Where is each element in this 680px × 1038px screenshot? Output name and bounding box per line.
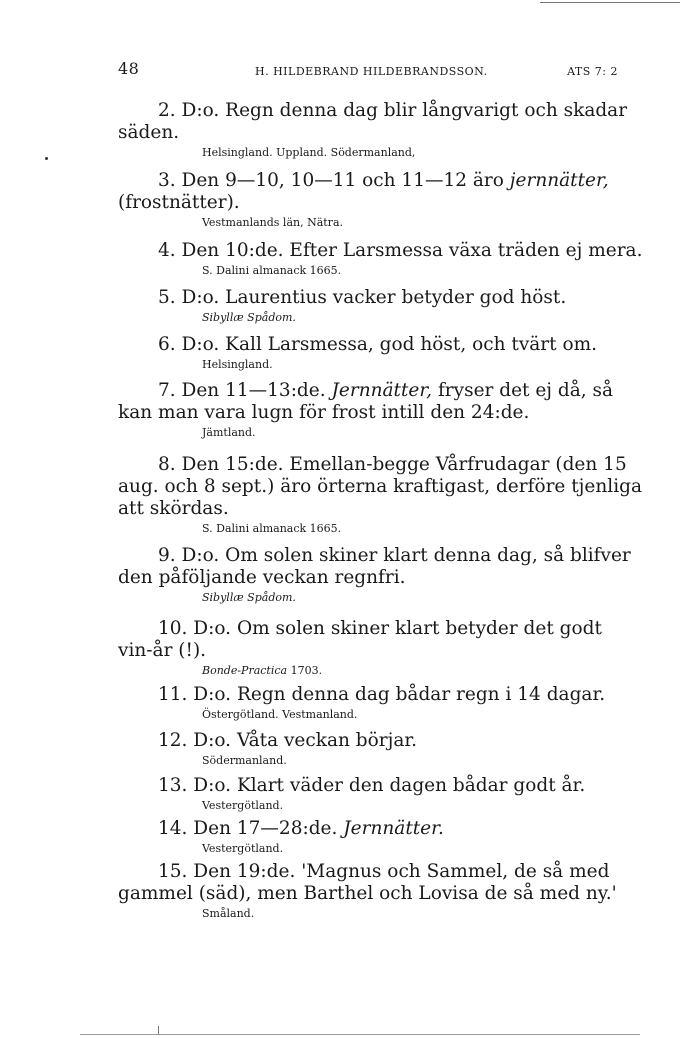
entry-text: 15. Den 19:de. 'Magnus och Sammel, de så med [158,861,610,882]
entry-source: Jämtland. [202,426,256,439]
entry-text [118,380,620,402]
entry-source: Vestergötland. [202,799,284,812]
entry-5 [118,287,620,327]
entry-10 [118,618,620,680]
entry-text: den påföljande veckan regnfri. [118,567,406,588]
entry-source: Sibyllæ Spådom. [202,311,296,324]
entry-text: 5. D:o. Laurentius vacker betyder god höst. [158,287,567,308]
entry-text: 6. D:o. Kall Larsmessa, god höst, och tvärt om. [158,334,598,355]
entry-11 [118,684,620,724]
scan-mark [158,1026,159,1034]
entry-source [118,662,620,680]
entry-source: Helsingland. Uppland. Södermanland, [202,146,416,159]
entry-text: (frostnätter). [118,192,240,213]
entry-source: Småland. [202,907,255,920]
entry-text-italic: Jernnätter. [343,818,444,839]
entry-source-part: 1703. [287,664,323,677]
entry-text: aug. och 8 sept.) äro örterna kraftigast, derföre tjenliga [118,476,642,497]
entry-text: säden. [118,122,180,143]
entry-text-italic: Jernnätter, [331,380,433,401]
entry-text [118,170,620,192]
entry-text-italic: jernnätter, [509,170,609,191]
entry-source: S. Dalini almanack 1665. [202,522,342,535]
scan-edge-line [80,1034,640,1035]
entry-text: vin-år (!). [118,640,207,661]
running-header [118,59,618,83]
entry-source: S. Dalini almanack 1665. [202,264,342,277]
entry-source-italic: Bonde-Practica [202,664,288,677]
margin-mark [45,157,48,160]
entry-text: 4. Den 10:de. Efter Larsmessa växa träden ej mera. [158,240,643,261]
entry-text: 12. D:o. Våta veckan börjar. [158,730,418,751]
header-title: H. HILDEBRAND HILDEBRANDSSON. [255,65,488,78]
entry-source: Östergötland. Vestmanland. [202,708,358,721]
entry-text: 8. Den 15:de. Emellan-begge Vårfrudagar (den 15 [158,454,627,475]
entry-3 [118,170,620,232]
entry-text: 10. D:o. Om solen skiner klart betyder det godt [158,618,602,639]
entry-source: Sibyllæ Spådom. [202,591,296,604]
entry-text-part: fryser det ej då, så [432,380,614,401]
entry-source: Vestergötland. [202,842,284,855]
entry-8 [118,454,642,538]
entry-source: Södermanland. [202,754,287,767]
entry-source: Vestmanlands län, Nätra. [202,216,343,229]
entry-7 [118,380,620,442]
entry-text: 13. D:o. Klart väder den dagen bådar godt år. [158,775,586,796]
entry-text-part: 3. Den 9—10, 10—11 och 11—12 äro [158,170,510,191]
entry-text: kan man vara lugn för frost intill den 24:de. [118,402,530,423]
entry-4 [118,240,643,280]
header-series: ATS 7: 2 [567,65,618,78]
entry-text-part: 14. Den 17—28:de. [158,818,344,839]
entry-6 [118,334,620,374]
entry-12 [118,730,620,770]
entry-text [118,818,620,840]
entry-text: 11. D:o. Regn denna dag bådar regn i 14 dagar. [158,684,606,705]
entry-text: 2. D:o. Regn denna dag blir långvarigt och skadar [158,100,628,121]
entry-text: gammel (säd), men Barthel och Lovisa de så med ny.' [118,883,617,904]
entry-text: 9. D:o. Om solen skiner klart denna dag, så blifver [158,545,631,566]
entry-text: att skördas. [118,498,229,519]
entry-15 [118,861,620,923]
entry-source: Helsingland. [202,358,273,371]
scan-edge-line [540,2,680,3]
entry-13 [118,775,620,815]
entry-9 [118,545,631,607]
page-number: 48 [118,59,140,78]
entry-14 [118,818,620,858]
entry-text-part: 7. Den 11—13:de. [158,380,332,401]
entry-2 [118,100,628,162]
